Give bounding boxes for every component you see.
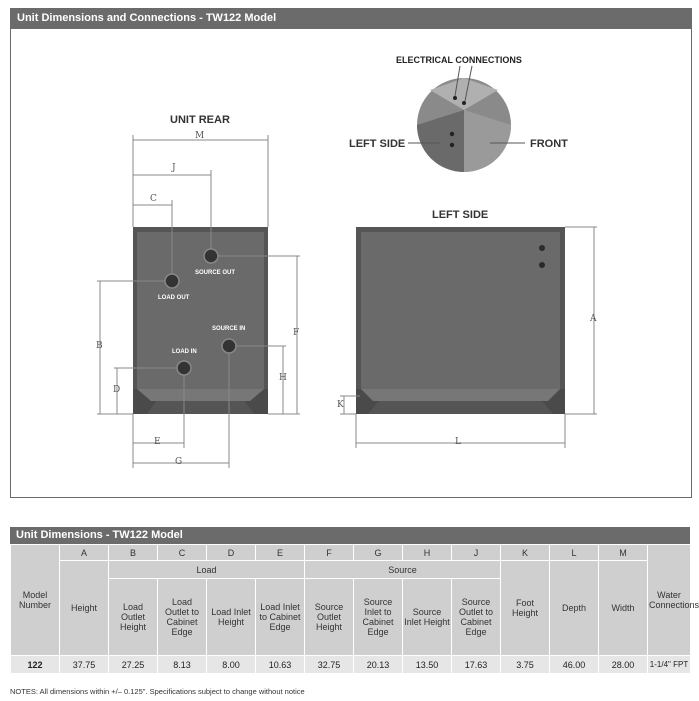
header-source-outlet-edge: Source Outlet to Cabinet Edge (452, 579, 501, 656)
header-load-inlet-height: Load Inlet Height (207, 579, 256, 656)
unit-rear-drawing (133, 227, 268, 414)
dimensions-table (10, 544, 699, 674)
header-foot-height: Foot Height (501, 561, 550, 656)
dim-letter-m: M (195, 131, 205, 141)
row-value-j: 17.63 (452, 656, 501, 674)
dim-letter-a: A (590, 314, 597, 324)
dim-letter-d: D (113, 385, 121, 395)
table-header-bar (10, 527, 690, 544)
group-source-header: Source (305, 561, 501, 579)
header-source-outlet-height: Source Outlet Height (305, 579, 354, 656)
source-in-label: SOURCE IN (212, 326, 246, 332)
row-water: 1-1/4" FPT (648, 656, 691, 674)
header-height: Height (60, 561, 109, 656)
header-load-outlet-edge: Load Outlet to Cabinet Edge (158, 579, 207, 656)
dim-letter-k: K (337, 400, 344, 410)
header-depth: Depth (550, 561, 599, 656)
unit-rear-label: UNIT REAR (170, 114, 230, 126)
header-source-inlet-edge: Source Inlet to Cabinet Edge (354, 579, 403, 656)
letter-f: F (305, 545, 354, 561)
letter-b: B (109, 545, 158, 561)
letter-m: M (599, 545, 648, 561)
letter-e: E (256, 545, 305, 561)
table-title: Unit Dimensions - TW122 Model (16, 529, 183, 541)
letter-k: K (501, 545, 550, 561)
dim-letter-j: J (172, 163, 176, 173)
row-model: 122 (11, 656, 60, 674)
header-width: Width (599, 561, 648, 656)
drawing-panel-title: Unit Dimensions and Connections - TW122 Model (17, 12, 277, 24)
water-connections-header: Water Connections (648, 545, 691, 656)
header-load-inlet-edge: Load Inlet to Cabinet Edge (256, 579, 305, 656)
dim-letter-b: B (96, 341, 103, 351)
row-value-k: 3.75 (501, 656, 550, 674)
header-source-inlet-height: Source Inlet Height (403, 579, 452, 656)
load-out-label: LOAD OUT (158, 295, 190, 301)
row-value-g: 20.13 (354, 656, 403, 674)
group-load-header: Load (109, 561, 305, 579)
letter-j: J (452, 545, 501, 561)
letter-c: C (158, 545, 207, 561)
table-row (11, 656, 691, 674)
letter-l: L (550, 545, 599, 561)
row-value-f: 32.75 (305, 656, 354, 674)
header-load-outlet-height: Load Outlet Height (109, 579, 158, 656)
row-value-h: 13.50 (403, 656, 452, 674)
row-value-b: 27.25 (109, 656, 158, 674)
left-side-drawing (356, 227, 565, 414)
letter-a: A (60, 545, 109, 561)
model-number-header: Model Number (11, 545, 60, 656)
row-value-e: 10.63 (256, 656, 305, 674)
load-in-label: LOAD IN (172, 349, 197, 355)
letter-d: D (207, 545, 256, 561)
letter-h: H (403, 545, 452, 561)
row-value-a: 37.75 (60, 656, 109, 674)
electrical-inset (417, 78, 511, 172)
row-value-m: 28.00 (599, 656, 648, 674)
dim-letter-f: F (293, 328, 300, 338)
row-value-c: 8.13 (158, 656, 207, 674)
dim-letter-g: G (175, 457, 183, 467)
notes: NOTES: All dimensions within +/– 0.125". Specifications subject to change without notice (10, 687, 305, 696)
dim-letter-h: H (279, 373, 287, 383)
source-out-label: SOURCE OUT (195, 270, 236, 276)
letter-g: G (354, 545, 403, 561)
left-side-label: LEFT SIDE (432, 209, 489, 221)
dim-letter-c: C (150, 194, 157, 204)
dim-letter-l: L (455, 437, 461, 447)
row-value-l: 46.00 (550, 656, 599, 674)
electrical-connections-label: ELECTRICAL CONNECTIONS (396, 55, 522, 65)
inset-front-label: FRONT (530, 138, 568, 150)
row-value-d: 8.00 (207, 656, 256, 674)
dim-letter-e: E (154, 437, 161, 447)
inset-left-side-label: LEFT SIDE (349, 138, 406, 150)
